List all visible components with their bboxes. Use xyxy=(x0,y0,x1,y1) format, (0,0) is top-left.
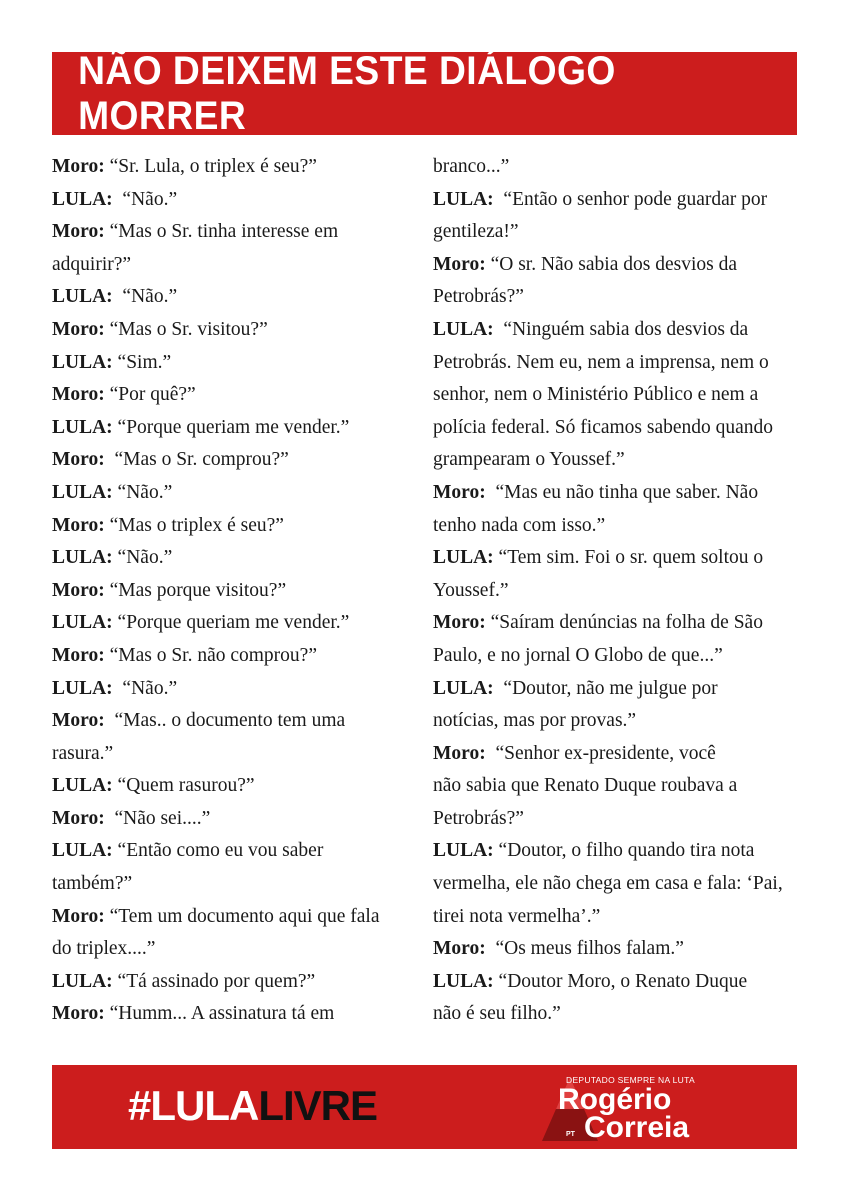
dialogue-text: “Porque queriam me vender.” xyxy=(112,416,350,438)
speaker-label: Moro: xyxy=(52,579,105,601)
dialogue-text: “Os meus filhos falam.” xyxy=(485,938,684,960)
dialogue-text: tirei nota vermelha’.” xyxy=(433,905,601,927)
dialogue-text: também?” xyxy=(52,873,133,895)
dialogue-line xyxy=(52,151,417,184)
dialogue-line xyxy=(52,607,417,640)
page-title: NÃO DEIXEM ESTE DIÁLOGO MORRER xyxy=(78,48,616,138)
logo-first-name: Rogério xyxy=(558,1083,672,1116)
dialogue-line xyxy=(433,347,803,380)
dialogue-text: “Não.” xyxy=(112,481,173,503)
speaker-label: Moro: xyxy=(52,807,105,829)
dialogue-text: “Não.” xyxy=(112,188,178,210)
dialogue-text: “Mas o Sr. tinha interesse em xyxy=(104,221,339,243)
dialogue-line xyxy=(433,998,803,1031)
dialogue-line xyxy=(52,901,417,934)
dialogue-text: “Doutor Moro, o Renato Duque xyxy=(493,970,748,992)
dialogue-text: “Saíram denúncias na folha de São xyxy=(485,612,763,634)
dialogue-text: “Sr. Lula, o triplex é seu?” xyxy=(104,156,317,177)
speaker-label: LULA: xyxy=(52,416,113,438)
dialogue-text: rasura.” xyxy=(52,742,114,764)
dialogue-line xyxy=(52,770,417,803)
logo-tagline: DEPUTADO SEMPRE NA LUTA xyxy=(566,1075,695,1085)
dialogue-line xyxy=(433,738,803,771)
dialogue-column-right xyxy=(433,151,803,1031)
speaker-label: Moro: xyxy=(52,449,105,471)
dialogue-text: “Humm... A assinatura tá em xyxy=(104,1003,335,1025)
hashtag-part2: LIVRE xyxy=(258,1082,378,1129)
speaker-label: Moro: xyxy=(52,644,105,666)
dialogue-line xyxy=(433,477,803,510)
dialogue-line xyxy=(433,444,803,477)
speaker-label: LULA: xyxy=(433,970,494,992)
dialogue-line xyxy=(52,444,417,477)
dialogue-line xyxy=(433,868,803,901)
dialogue-text: “Quem rasurou?” xyxy=(112,775,255,797)
dialogue-line xyxy=(433,314,803,347)
dialogue-text: “Tá assinado por quem?” xyxy=(112,970,316,992)
speaker-label: Moro: xyxy=(52,710,105,732)
dialogue-line xyxy=(433,510,803,543)
speaker-label: Moro: xyxy=(52,156,105,177)
dialogue-text: não sabia que Renato Duque roubava a xyxy=(433,775,738,797)
dialogue-line xyxy=(433,803,803,836)
speaker-label: LULA: xyxy=(52,775,113,797)
dialogue-line xyxy=(433,281,803,314)
speaker-label: LULA: xyxy=(433,188,494,210)
dialogue-text: tenho nada com isso.” xyxy=(433,514,606,536)
speaker-label: LULA: xyxy=(52,351,113,373)
dialogue-line xyxy=(52,738,417,771)
speaker-label: LULA: xyxy=(52,970,113,992)
dialogue-line xyxy=(433,835,803,868)
dialogue-text: “Doutor, o filho quando tira nota xyxy=(493,840,755,862)
speaker-label: Moro: xyxy=(52,318,105,340)
dialogue-line xyxy=(52,412,417,445)
dialogue-line xyxy=(433,379,803,412)
speaker-label: LULA: xyxy=(52,547,113,569)
dialogue-text: “Senhor ex-presidente, você xyxy=(485,742,716,764)
dialogue-line xyxy=(52,379,417,412)
dialogue-line xyxy=(433,216,803,249)
dialogue-text: “Não.” xyxy=(112,547,173,569)
dialogue-text: “Não.” xyxy=(112,677,178,699)
dialogue-line xyxy=(433,673,803,706)
speaker-label: Moro: xyxy=(52,1003,105,1025)
title-banner xyxy=(52,48,797,138)
dialogue-text: vermelha, ele não chega em casa e fala: ‘Pai, xyxy=(433,873,783,895)
dialogue-text: “Doutor, não me julgue por xyxy=(493,677,718,699)
hashtag-part1: #LULA xyxy=(128,1082,259,1129)
dialogue-text: notícias, mas por provas.” xyxy=(433,710,637,732)
dialogue-line xyxy=(433,151,803,184)
footer-banner xyxy=(52,1065,797,1149)
dialogue-text: Petrobrás?” xyxy=(433,286,524,308)
dialogue-text: “Mas o Sr. visitou?” xyxy=(104,318,268,340)
dialogue-line xyxy=(52,803,417,836)
speaker-label: LULA: xyxy=(433,547,494,569)
dialogue-text: Petrobrás?” xyxy=(433,807,524,829)
speaker-label: Moro: xyxy=(433,742,486,764)
dialogue-line xyxy=(52,216,417,249)
dialogue-text: “Porque queriam me vender.” xyxy=(112,612,350,634)
dialogue-line xyxy=(52,281,417,314)
dialogue-text: “Por quê?” xyxy=(104,384,196,406)
dialogue-line xyxy=(433,705,803,738)
dialogue-text: polícia federal. Só ficamos sabendo quando xyxy=(433,416,774,438)
dialogue-line xyxy=(433,412,803,445)
dialogue-text: “Mas.. o documento tem uma xyxy=(104,710,346,732)
dialogue-line xyxy=(52,575,417,608)
dialogue-line xyxy=(433,542,803,575)
dialogue-text: “Mas o Sr. não comprou?” xyxy=(104,644,317,666)
dialogue-column-left xyxy=(52,151,417,1031)
dialogue-text: “Tem sim. Foi o sr. quem soltou o xyxy=(493,547,764,569)
logo-last-name: Correia xyxy=(584,1111,690,1144)
dialogue-line xyxy=(52,933,417,966)
rogerio-correia-logo xyxy=(540,1071,740,1145)
dialogue-text: “O sr. Não sabia dos desvios da xyxy=(485,253,737,275)
dialogue-text: “Não sei....” xyxy=(104,807,211,829)
dialogue-text: “Não.” xyxy=(112,286,178,308)
dialogue-text: “Mas eu não tinha que saber. Não xyxy=(485,481,759,503)
dialogue-line xyxy=(52,477,417,510)
dialogue-text: grampearam o Youssef.” xyxy=(433,449,625,471)
dialogue-text: adquirir?” xyxy=(52,253,132,275)
speaker-label: LULA: xyxy=(52,286,113,308)
dialogue-line xyxy=(433,640,803,673)
dialogue-line xyxy=(52,966,417,999)
dialogue-text: gentileza!” xyxy=(433,221,519,243)
dialogue-line xyxy=(52,705,417,738)
speaker-label: LULA: xyxy=(433,840,494,862)
dialogue-text: não é seu filho.” xyxy=(433,1003,561,1025)
dialogue-line xyxy=(433,901,803,934)
dialogue-text: Petrobrás. Nem eu, nem a imprensa, nem o xyxy=(433,351,769,373)
speaker-label: Moro: xyxy=(433,253,486,275)
dialogue-line xyxy=(52,184,417,217)
dialogue-line xyxy=(52,314,417,347)
speaker-label: LULA: xyxy=(433,677,494,699)
dialogue-text: “Tem um documento aqui que fala xyxy=(104,905,380,927)
dialogue-text: Youssef.” xyxy=(433,579,509,601)
dialogue-text: Paulo, e no jornal O Globo de que...” xyxy=(433,644,723,666)
logo-party: PT xyxy=(566,1131,575,1138)
dialogue-text: “Ninguém sabia dos desvios da xyxy=(493,318,749,340)
speaker-label: LULA: xyxy=(52,840,113,862)
dialogue-line xyxy=(52,998,417,1031)
dialogue-line xyxy=(52,673,417,706)
dialogue-text: “Então o senhor pode guardar por xyxy=(493,188,768,210)
dialogue-text: branco...” xyxy=(433,156,510,177)
speaker-label: Moro: xyxy=(52,384,105,406)
dialogue-text: “Mas o Sr. comprou?” xyxy=(104,449,289,471)
dialogue-line xyxy=(433,966,803,999)
speaker-label: Moro: xyxy=(433,612,486,634)
dialogue-line xyxy=(433,933,803,966)
dialogue-text: “Então como eu vou saber xyxy=(112,840,324,862)
dialogue-text: “Mas o triplex é seu?” xyxy=(104,514,284,536)
dialogue-line xyxy=(52,510,417,543)
dialogue-line xyxy=(52,868,417,901)
speaker-label: LULA: xyxy=(52,677,113,699)
dialogue-line xyxy=(52,347,417,380)
speaker-label: LULA: xyxy=(433,318,494,340)
speaker-label: Moro: xyxy=(433,481,486,503)
dialogue-line xyxy=(52,542,417,575)
dialogue-text: do triplex....” xyxy=(52,938,156,960)
hashtag xyxy=(128,1081,377,1131)
speaker-label: LULA: xyxy=(52,481,113,503)
dialogue-line xyxy=(52,835,417,868)
speaker-label: LULA: xyxy=(52,188,113,210)
dialogue-text: “Mas porque visitou?” xyxy=(104,579,287,601)
dialogue-line xyxy=(433,249,803,282)
dialogue-line xyxy=(433,184,803,217)
speaker-label: Moro: xyxy=(52,514,105,536)
speaker-label: Moro: xyxy=(433,938,486,960)
speaker-label: Moro: xyxy=(52,221,105,243)
speaker-label: LULA: xyxy=(52,612,113,634)
dialogue-line xyxy=(433,575,803,608)
speaker-label: Moro: xyxy=(52,905,105,927)
dialogue-text: senhor, nem o Ministério Público e nem a xyxy=(433,384,759,406)
dialogue-line xyxy=(52,249,417,282)
dialogue-line xyxy=(433,770,803,803)
dialogue-line xyxy=(52,640,417,673)
dialogue-text: “Sim.” xyxy=(112,351,172,373)
dialogue-line xyxy=(433,607,803,640)
